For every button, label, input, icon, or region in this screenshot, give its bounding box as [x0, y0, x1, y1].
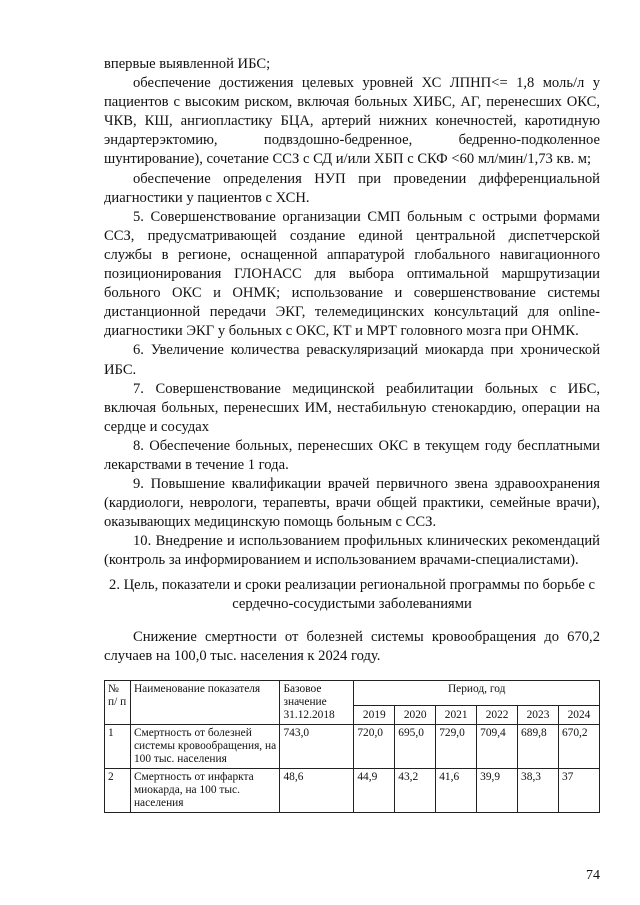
indicators-table: [104, 680, 600, 813]
paragraph-item-7: 7. Совершенствование медицинской реабилитации больных с ИБС, включая больных, перенесших ИМ, нестабильную стенокардию, операции на сердце и сосудах: [104, 380, 600, 435]
paragraph-item-10: 10. Внедрение и использованием профильных клинических рекомендаций (контроль за информированием и использованием врачами-специалистами).: [104, 533, 600, 569]
header-year: 2020: [395, 706, 436, 725]
row-year-value: 37: [558, 769, 599, 813]
table-row: [105, 769, 600, 813]
row-year-value: 695,0: [395, 725, 436, 769]
header-base-value: Базовое значение 31.12.2018: [280, 681, 354, 725]
header-period: Период, год: [354, 681, 600, 706]
paragraph-item-8: 8. Обеспечение больных, перенесших ОКС в текущем году бесплатными лекарствами в течение 1 года.: [104, 437, 600, 473]
row-indicator-name: Смертность от инфаркта миокарда, на 100 тыс. населения: [130, 769, 280, 813]
table-row: [105, 725, 600, 769]
row-number: 2: [105, 769, 131, 813]
row-year-value: 689,8: [518, 725, 559, 769]
header-year: 2021: [436, 706, 477, 725]
paragraph-item-9: 9. Повышение квалификации врачей первичного звена здравоохранения (кардиологи, неврологи, терапевты, врачи общей практики, семейные врачи), оказывающих медицинскую помощь больным с ССЗ.: [104, 476, 600, 531]
row-base-value: 48,6: [280, 769, 354, 813]
header-year: 2022: [477, 706, 518, 725]
page-number: 74: [586, 868, 600, 883]
row-year-value: 670,2: [558, 725, 599, 769]
row-indicator-name: Смертность от болезней системы кровообращения, на 100 тыс. населения: [130, 725, 280, 769]
row-year-value: 43,2: [395, 769, 436, 813]
header-year: 2024: [558, 706, 599, 725]
paragraph-1: впервые выявленной ИБС;: [104, 56, 271, 72]
paragraph-item-5: 5. Совершенствование организации СМП больным с острыми формами ССЗ, предусматривающей создание единой центральной диспетчерской службы в регионе, оснащенной аппаратурой глобального навигационного позиционирования ГЛОНАСС для выбора оптимальной маршрутизации больного ОКС и ОНМК; использование и совершенствование системы дистанционной передачи ЭКГ, телемедицинских консультаций для online-диагностики ЭКГ у больных с ОКС, КТ и МРТ головного мозга при ОНМК.: [104, 208, 600, 340]
header-number: № п/ п: [105, 681, 131, 725]
row-year-value: 41,6: [436, 769, 477, 813]
row-base-value: 743,0: [280, 725, 354, 769]
body-text: [104, 55, 600, 571]
row-year-value: 709,4: [477, 725, 518, 769]
header-year: 2023: [518, 706, 559, 725]
section-title-line-1: 2. Цель, показатели и сроки реализации региональной программы по борьбе с: [109, 577, 595, 593]
paragraph-item-6: 6. Увеличение количества реваскуляризаций миокарда при хронической ИБС.: [104, 342, 600, 378]
goal-text: Снижение смертности от болезней системы кровообращения до 670,2 случаев на 100,0 тыс. населения к 2024 году.: [104, 629, 600, 664]
row-number: 1: [105, 725, 131, 769]
row-year-value: 38,3: [518, 769, 559, 813]
row-year-value: 729,0: [436, 725, 477, 769]
row-year-value: 720,0: [354, 725, 395, 769]
section-title: [104, 576, 600, 613]
header-indicator-name: Наименование показателя: [130, 681, 280, 725]
paragraph-3: обеспечение определения НУП при проведении дифференциальной диагностики у пациентов с ХСН.: [104, 170, 600, 206]
row-year-value: 39,9: [477, 769, 518, 813]
section-title-line-2: сердечно-сосудистыми заболеваниями: [232, 595, 472, 612]
header-year: 2019: [354, 706, 395, 725]
row-year-value: 44,9: [354, 769, 395, 813]
paragraph-2: обеспечение достижения целевых уровней ХС ЛПНП<= 1,8 моль/л у пациентов с высоким риском, включая больных ХИБС, АГ, перенесших ОКС, ЧКВ, КШ, ангиопластику БЦА, артерий нижних конечностей, каротидную эндартерэктомию, подвздошно-бедренное, бедренно-подколенное шунтирование), сочетание ССЗ с СД и/или ХБП с СКФ <60 мл/мин/1,73 кв. м;: [104, 75, 600, 168]
